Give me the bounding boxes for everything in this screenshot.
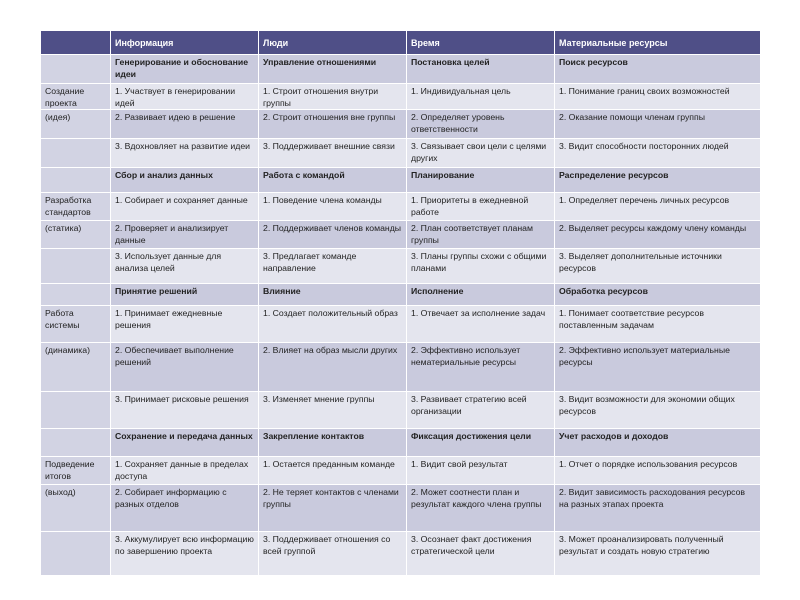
table-cell: 1. Отчет о порядке использования ресурсов (555, 457, 761, 485)
table-cell: 2. Видит зависимость расходования ресурсов на разных этапах проекта (555, 485, 761, 532)
table-row (41, 221, 761, 249)
section-cell: Учет расходов и доходов (555, 429, 761, 457)
table-cell: 2. Оказание помощи членам группы (555, 110, 761, 139)
stub-cell: Разработка стандартов (41, 193, 111, 221)
table-cell: 3. Аккумулирует всю информацию по завершению проекта (111, 532, 259, 576)
section-row (41, 429, 761, 457)
table-row (41, 457, 761, 485)
header-time: Время (407, 31, 555, 55)
table-cell: 1. Строит отношения внутри группы (259, 84, 407, 110)
table-cell: 3. Осознает факт достижения стратегической цели (407, 532, 555, 576)
stub-cell: Подведение итогов (41, 457, 111, 485)
table-row (41, 343, 761, 392)
stub-cell: (статика) (41, 221, 111, 249)
section-cell: Сохранение и передача данных (111, 429, 259, 457)
section-cell: Фиксация достижения цели (407, 429, 555, 457)
table-cell: 1. Видит свой результат (407, 457, 555, 485)
stub-cell: (выход) (41, 485, 111, 532)
table-row (41, 193, 761, 221)
table-row (41, 84, 761, 110)
table-cell: 1. Поведение члена команды (259, 193, 407, 221)
header-people: Люди (259, 31, 407, 55)
stub-cell (41, 55, 111, 84)
stub-cell: (динамика) (41, 343, 111, 392)
table-row (41, 249, 761, 284)
table-cell: 2. Строит отношения вне группы (259, 110, 407, 139)
table-cell: 1. Определяет перечень личных ресурсов (555, 193, 761, 221)
table-cell: 2. Поддерживает членов команды (259, 221, 407, 249)
table-cell: 3. Видит возможности для экономии общих ресурсов (555, 392, 761, 429)
table-cell: 2. Не теряет контактов с членами группы (259, 485, 407, 532)
section-cell: Принятие решений (111, 284, 259, 306)
section-cell: Обработка ресурсов (555, 284, 761, 306)
header-row (41, 31, 761, 55)
table-row (41, 139, 761, 168)
table-cell: 3. Выделяет дополнительные источники ресурсов (555, 249, 761, 284)
competency-table (40, 30, 761, 576)
table-cell: 2. Собирает информацию с разных отделов (111, 485, 259, 532)
table-cell: 1. Собирает и сохраняет данные (111, 193, 259, 221)
section-cell: Управление отношениями (259, 55, 407, 84)
table-cell: 2. Определяет уровень ответственности (407, 110, 555, 139)
table-cell: 3. Видит способности посторонних людей (555, 139, 761, 168)
stub-cell (41, 249, 111, 284)
table-cell: 1. Принимает ежедневные решения (111, 306, 259, 343)
stub-cell (41, 392, 111, 429)
table-cell: 2. План соответствует планам группы (407, 221, 555, 249)
table-cell: 1. Понимание границ своих возможностей (555, 84, 761, 110)
table-cell: 2. Эффективно использует материальные ресурсы (555, 343, 761, 392)
table-cell: 1. Остается преданным команде (259, 457, 407, 485)
stub-cell: Работа системы (41, 306, 111, 343)
table-cell: 1. Отвечает за исполнение задач (407, 306, 555, 343)
table-cell: 3. Может проанализировать полученный результат и создать новую стратегию (555, 532, 761, 576)
table-cell: 2. Проверяет и анализирует данные (111, 221, 259, 249)
section-cell: Сбор и анализ данных (111, 168, 259, 193)
stub-cell (41, 284, 111, 306)
table-row (41, 485, 761, 532)
table-cell: 3. Использует данные для анализа целей (111, 249, 259, 284)
table-cell: 3. Принимает рисковые решения (111, 392, 259, 429)
table-row (41, 392, 761, 429)
table-cell: 1. Индивидуальная цель (407, 84, 555, 110)
header-material-resources: Материальные ресурсы (555, 31, 761, 55)
section-row (41, 55, 761, 84)
table-cell: 2. Выделяет ресурсы каждому члену команды (555, 221, 761, 249)
section-row (41, 168, 761, 193)
table-cell: 3. Предлагает команде направление (259, 249, 407, 284)
table-cell: 1. Приоритеты в ежедневной работе (407, 193, 555, 221)
table-cell: 1. Участвует в генерировании идей (111, 84, 259, 110)
section-cell: Влияние (259, 284, 407, 306)
table-cell: 1. Создает положительный образ (259, 306, 407, 343)
table-cell: 3. Поддерживает отношения со всей группой (259, 532, 407, 576)
header-information: Информация (111, 31, 259, 55)
table-cell: 3. Развивает стратегию всей организации (407, 392, 555, 429)
stub-cell (41, 168, 111, 193)
table-cell: 3. Связывает свои цели с целями других (407, 139, 555, 168)
section-cell: Планирование (407, 168, 555, 193)
table-cell: 2. Эффективно использует нематериальные ресурсы (407, 343, 555, 392)
section-cell: Работа с командой (259, 168, 407, 193)
section-cell: Поиск ресурсов (555, 55, 761, 84)
table-cell: 3. Планы группы схожи с общими планами (407, 249, 555, 284)
section-cell: Постановка целей (407, 55, 555, 84)
stub-cell: (идея) (41, 110, 111, 139)
table-cell: 1. Понимает соответствие ресурсов поставленным задачам (555, 306, 761, 343)
table-cell: 1. Сохраняет данные в пределах доступа (111, 457, 259, 485)
table-cell: 2. Обеспечивает выполнение решений (111, 343, 259, 392)
table-row (41, 110, 761, 139)
table-cell: 3. Изменяет мнение группы (259, 392, 407, 429)
header-corner (41, 31, 111, 55)
section-cell: Исполнение (407, 284, 555, 306)
table-cell: 3. Поддерживает внешние связи (259, 139, 407, 168)
stub-cell: Создание проекта (41, 84, 111, 110)
section-cell: Распределение ресурсов (555, 168, 761, 193)
table-cell: 2. Влияет на образ мысли других (259, 343, 407, 392)
table-cell: 2. Может соотнести план и результат каждого члена группы (407, 485, 555, 532)
table-cell: 3. Вдохновляет на развитие идеи (111, 139, 259, 168)
stub-cell (41, 532, 111, 576)
section-cell: Генерирование и обоснование идеи (111, 55, 259, 84)
section-row (41, 284, 761, 306)
stub-cell (41, 139, 111, 168)
table-row (41, 532, 761, 576)
table-cell: 2. Развивает идею в решение (111, 110, 259, 139)
section-cell: Закрепление контактов (259, 429, 407, 457)
stub-cell (41, 429, 111, 457)
table-row (41, 306, 761, 343)
